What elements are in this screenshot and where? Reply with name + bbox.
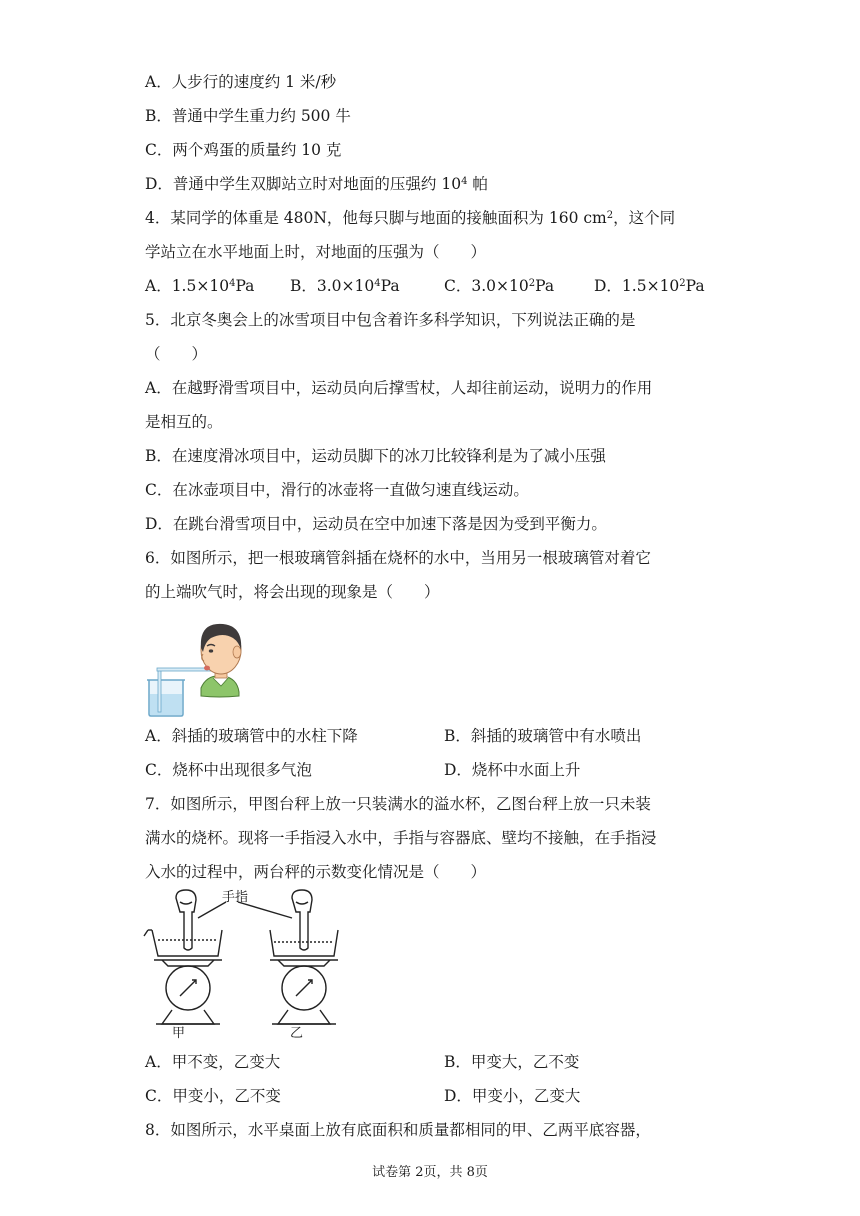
q6-option-a: A．斜插的玻璃管中的水柱下降 bbox=[145, 727, 358, 745]
q7-option-c: C．甲变小，乙不变 bbox=[145, 1087, 281, 1105]
q4-option-d: D．$1.5\times 10^2Pa$ bbox=[594, 277, 705, 295]
q4-option-a: A．$1.5\times 10^4Pa$ bbox=[145, 277, 255, 295]
q4-option-b: B．$3.0\times 10^4Pa$ bbox=[290, 277, 400, 295]
q7-figure-label-yi: 乙 bbox=[290, 1026, 304, 1041]
q4-stem-line1: 4．某同学的体重是 480N，他每只脚与地面的接触面积为 160 $cm^2$，这个同 bbox=[145, 209, 676, 227]
q5-option-a-line2: 是相互的。 bbox=[145, 413, 223, 431]
q3-option-c: C．两个鸡蛋的质量约 10 克 bbox=[145, 141, 342, 159]
q7-option-d: D．甲变小，乙变大 bbox=[444, 1087, 581, 1105]
q7-figure-label-finger: 手指 bbox=[222, 890, 249, 905]
q7-figure-two-scales bbox=[142, 888, 342, 1044]
q6-figure-boy-blowing-tube bbox=[143, 612, 243, 718]
q3-option-d: D．普通中学生双脚站立时对地面的压强约 $10^4$ 帕 bbox=[145, 175, 488, 193]
q4-stem-line2: 学站立在水平地面上时，对地面的压强为（ ） bbox=[145, 243, 487, 261]
q7-figure-label-jia: 甲 bbox=[172, 1026, 186, 1041]
q6-stem-line2: 的上端吹气时，将会出现的现象是（ ） bbox=[145, 583, 440, 601]
q3-option-b: B．普通中学生重力约 500 牛 bbox=[145, 107, 351, 125]
q6-option-c: C．烧杯中出现很多气泡 bbox=[145, 761, 312, 779]
q5-option-c: C．在冰壶项目中，滑行的冰壶将一直做匀速直线运动。 bbox=[145, 481, 529, 499]
q7-stem-line3: 入水的过程中，两台秤的示数变化情况是（ ） bbox=[145, 863, 487, 881]
q4-option-c: C．$3.0\times 10^2Pa$ bbox=[444, 277, 555, 295]
q6-option-d: D．烧杯中水面上升 bbox=[444, 761, 581, 779]
q5-stem-line1: 5．北京冬奥会上的冰雪项目中包含着许多科学知识，下列说法正确的是 bbox=[145, 311, 636, 329]
q8-stem-line1: 8．如图所示，水平桌面上放有底面积和质量都相同的甲、乙两平底容器， bbox=[145, 1121, 651, 1139]
q5-option-d: D．在跳台滑雪项目中，运动员在空中加速下落是因为受到平衡力。 bbox=[145, 515, 607, 533]
q6-option-b: B．斜插的玻璃管中有水喷出 bbox=[444, 727, 642, 745]
q7-stem-line1: 7．如图所示，甲图台秤上放一只装满水的溢水杯，乙图台秤上放一只未装 bbox=[145, 795, 651, 813]
q5-option-b: B．在速度滑冰项目中，运动员脚下的冰刀比较锋利是为了减小压强 bbox=[145, 447, 606, 465]
q7-option-b: B．甲变大，乙不变 bbox=[444, 1053, 580, 1071]
q5-stem-line2: （ ） bbox=[145, 345, 208, 363]
q3-option-a: A．人步行的速度约 1 米/秒 bbox=[145, 73, 337, 91]
q5-option-a-line1: A．在越野滑雪项目中，运动员向后撑雪杖，人却往前运动，说明力的作用 bbox=[145, 379, 653, 397]
q7-option-a: A．甲不变，乙变大 bbox=[145, 1053, 281, 1071]
page-footer: 试卷第 2页，共 8页 bbox=[372, 1165, 488, 1180]
q7-stem-line2: 满水的烧杯。现将一手指浸入水中，手指与容器底、壁均不接触，在手指浸 bbox=[145, 829, 657, 847]
q6-stem-line1: 6．如图所示，把一根玻璃管斜插在烧杯的水中，当用另一根玻璃管对着它 bbox=[145, 549, 651, 567]
